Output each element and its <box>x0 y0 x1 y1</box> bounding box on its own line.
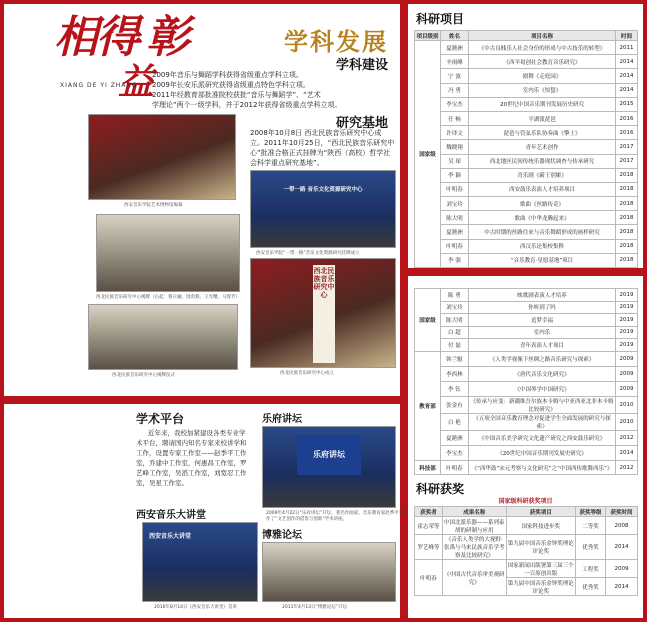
cell-project: 你听到了吗 <box>468 301 615 314</box>
table-row <box>415 83 638 97</box>
photo-lecture: 西安音乐大讲堂 <box>142 522 258 602</box>
brand-accent: 彰 <box>146 12 188 63</box>
cell-year: 2014 <box>616 446 638 461</box>
cell-year: 2018 <box>616 211 638 225</box>
awards-col-year: 获奖时间 <box>606 507 638 517</box>
discipline-panel <box>4 4 400 396</box>
awards-col-grade: 获奖等级 <box>576 507 606 517</box>
cell-name: 夏滟洲 <box>440 431 468 446</box>
cell-year: 2014 <box>616 83 638 97</box>
table-row <box>415 314 638 327</box>
awards-title: 科研获奖 <box>416 482 465 496</box>
awards-subtitle: 国家级科研获奖项目 <box>498 498 553 505</box>
cell-name: 张金有 <box>440 397 468 414</box>
table-row <box>415 535 638 560</box>
cell-year: 2018 <box>616 182 638 196</box>
brand-main: 相得 <box>54 12 138 63</box>
cell-year: 2008 <box>606 517 638 535</box>
cell-name: 辛雨峰 <box>440 55 468 69</box>
cell-project: 《中古良贱乐人社会身份的形成与中古技乐的转型》 <box>468 41 615 55</box>
cell-name: 陈大明 <box>440 314 468 327</box>
cell-name: 李宝杰 <box>440 446 468 461</box>
cell-project: 《中国音乐美学研究文化遗产研究之西安鼓乐研究》 <box>468 431 615 446</box>
col-project: 项目名称 <box>468 31 615 41</box>
cell-name: 陈大明 <box>440 211 468 225</box>
cell-name: 冯 勇 <box>440 83 468 97</box>
cell-prize: 第九届中国音乐金钟奖理论评论奖 <box>506 578 576 596</box>
cell-project: 《传承与应变：新疆维吾尔族木卡姆与中亚西亚北非木卡姆比较研究》 <box>468 397 615 414</box>
cell-project: 青年艺术创作 <box>468 140 615 154</box>
cell-year: 2017 <box>616 140 638 154</box>
cell-work: 《中国古代音乐审美观研究》 <box>442 560 506 596</box>
cell-grade: 二等奖 <box>576 517 606 535</box>
cell-project: 《五项全国音乐教育理念对促进学生全面发展的研究与探索》 <box>468 414 615 431</box>
cell-project: 《“西华鼓”宋元考察与文化研究”之“中国西传歌舞西乐”》 <box>468 461 615 475</box>
table-row <box>415 126 638 140</box>
cell-year: 2016 <box>616 111 638 125</box>
table-row <box>415 289 638 302</box>
cell-prize: 国家新闻出版署第三届三个一百原创出版 <box>506 560 576 578</box>
table-row <box>415 339 638 352</box>
table-row <box>415 461 638 475</box>
caption-boya: 2011年4月13日“博雅论坛”开坛 <box>282 605 348 610</box>
cell-year: 2012 <box>616 461 638 475</box>
col-year: 时间 <box>616 31 638 41</box>
projects-table <box>414 30 638 268</box>
cell-name: 李 钰 <box>440 381 468 396</box>
table-row <box>415 560 638 578</box>
cell-project: 西汉乐论集校集释 <box>468 239 615 253</box>
cell-name: 魏晓翔 <box>440 140 468 154</box>
cell-year: 2019 <box>616 301 638 314</box>
cell-name: 叶明春 <box>440 182 468 196</box>
base-heading: 研究基地 <box>335 116 388 131</box>
brand-logo <box>54 12 188 103</box>
caption-lecture: 2016年8月14日《西安音乐大讲堂》首讲 <box>154 605 238 610</box>
cell-name: 宁 波 <box>440 69 468 83</box>
caption-museum: 西安音乐学院艺术博物馆揭幕 <box>124 203 183 208</box>
table-row <box>415 41 638 55</box>
table-row <box>415 351 638 366</box>
table-row <box>415 239 638 253</box>
col-level: 项目级别 <box>415 31 441 41</box>
cell-work: 中国北派乐器——系列泰胡的研制与应用 <box>442 517 506 535</box>
cell-winner: 叶明春 <box>415 560 443 596</box>
cell-project: 琵琶与管弦乐队协奏曲《擎土》 <box>468 126 615 140</box>
cell-project: 青年表演人才项目 <box>468 339 615 352</box>
photo-boya <box>262 542 396 602</box>
photo-museum <box>88 114 236 200</box>
table-row <box>415 381 638 396</box>
academic-panel <box>4 404 408 618</box>
cell-name: 刘宝玲 <box>440 301 468 314</box>
photo-center-unveil <box>96 214 240 292</box>
cell-project: 歌曲《中华龙腾起来》 <box>468 211 615 225</box>
cell-name: 许译文 <box>440 126 468 140</box>
awards-col-prize: 获奖项目 <box>506 507 576 517</box>
table-row <box>415 225 638 239</box>
cell-year: 2018 <box>616 168 638 182</box>
photo-belt-road: 一带一路 音乐文化资源研究中心 <box>250 170 396 248</box>
group-label: 教育部 <box>415 351 441 461</box>
cell-prize: 国家科技进步奖 <box>506 517 576 535</box>
table-row <box>415 182 638 196</box>
caption-belt-road: 西安音乐学院“一带一路”音乐文化资源研究挂牌成立 <box>256 251 360 256</box>
cell-project: 追梦幸福 <box>468 314 615 327</box>
table-row <box>415 168 638 182</box>
cell-grade: 优秀奖 <box>576 578 606 596</box>
cell-name: 叶明春 <box>440 461 468 475</box>
awards-table <box>414 506 638 596</box>
cell-year: 2010 <box>616 414 638 431</box>
cell-project: 《唐代音乐文化研究》 <box>468 366 615 381</box>
plaque-text: 西北民族音乐研究中心 <box>313 265 335 363</box>
cell-project: 《西羊曷创社会教育音乐研究》 <box>468 55 615 69</box>
cell-year: 2010 <box>616 397 638 414</box>
cell-name: 李 颖 <box>440 168 468 182</box>
table-row <box>415 197 638 211</box>
build-heading: 学科建设 <box>335 58 388 73</box>
photo-center-ceremony <box>88 304 238 370</box>
build-text: 2009年音乐与舞蹈学科获得省级重点学科立项。 2009年长安乐派研究获得省级重点特色学科立项。 2011年经教育部批准院校获批“音乐与舞蹈学”、“艺术 学理论”两个一级学科，并于2012年获得省级重点学科立项。 <box>152 71 342 109</box>
table-row <box>415 397 638 414</box>
projects-table-cont <box>414 288 638 475</box>
cell-winner: 罗艺峰等 <box>415 535 443 560</box>
projects-panel <box>408 4 643 268</box>
table-row <box>415 517 638 535</box>
cell-name: 白 艳 <box>440 414 468 431</box>
cell-year: 2009 <box>616 381 638 396</box>
cell-name: 付 磊 <box>440 339 468 352</box>
cell-project: 平湖派琵琶 <box>468 111 615 125</box>
cell-year: 2019 <box>616 289 638 302</box>
cell-year: 2014 <box>616 69 638 83</box>
cell-name: 陈 勇 <box>440 289 468 302</box>
cell-year: 2014 <box>616 55 638 69</box>
table-row <box>415 97 638 111</box>
discipline-title: 学科发展 <box>284 28 388 56</box>
cell-project: 《中国琴学中国研究》 <box>468 381 615 396</box>
cell-year: 2019 <box>616 339 638 352</box>
academic-title: 学术平台 <box>136 412 185 426</box>
cell-name: 韩兰魁 <box>440 351 468 366</box>
cell-project: 《人类学视像下丝绸之路音乐研究与探索》 <box>468 351 615 366</box>
cell-name: 李宝杰 <box>440 97 468 111</box>
cell-winner: 霍志荣等 <box>415 517 443 535</box>
cell-name: 吴 琛 <box>440 154 468 168</box>
brand-pinyin: XIANG DE YI ZHANG <box>60 82 138 89</box>
cell-name: 刘宝玲 <box>440 197 468 211</box>
cell-prize: 第九届中国音乐金钟奖理论评论奖 <box>506 535 576 560</box>
cell-year: 2012 <box>616 431 638 446</box>
projects-awards-panel <box>408 276 643 618</box>
photo-yuefu: 乐府讲坛 <box>262 426 396 508</box>
cell-year: 2017 <box>616 154 638 168</box>
base-text: 2008年10月8日 西北民族音乐研究中心成 立。2011年10月25日，“西北民族音乐研究中 心”批准合格正式挂牌为“陕西（高校）哲学社 会科学重点研究基地”。 <box>250 129 395 167</box>
table-row <box>415 431 638 446</box>
table-row <box>415 446 638 461</box>
cell-grade: 工程奖 <box>576 560 606 578</box>
cell-name: 夏滟洲 <box>440 225 468 239</box>
cell-project: 歌曲《丝路传奇》 <box>468 197 615 211</box>
cell-year: 2016 <box>616 126 638 140</box>
table-row <box>415 140 638 154</box>
awards-col-winner: 获奖者 <box>415 507 443 517</box>
cell-year: 2019 <box>616 314 638 327</box>
cell-project: 20世纪中国音乐期刊发展历史研究 <box>468 97 615 111</box>
caption-plaque: 西北民族音乐研究中心成立 <box>280 371 334 376</box>
lecture-heading: 西安音乐大讲堂 <box>136 510 206 521</box>
cell-year: 2018 <box>616 253 638 267</box>
col-name: 姓名 <box>440 31 468 41</box>
caption-center-ceremony: 西北民族音乐研究中心揭牌仪式 <box>112 373 175 378</box>
cell-project: 青乐剧《霸王别姬》 <box>468 168 615 182</box>
cell-project: 《20世纪中国音乐期刊发展史研究》 <box>468 446 615 461</box>
table-row <box>415 111 638 125</box>
cell-grade: 优秀奖 <box>576 535 606 560</box>
cell-year: 2011 <box>616 41 638 55</box>
group-label: 科技部 <box>415 461 441 475</box>
cell-year: 2015 <box>616 97 638 111</box>
cell-project: 西安鼓乐表演人才培养项目 <box>468 182 615 196</box>
table-row <box>415 211 638 225</box>
cell-name: 李 强 <box>440 253 468 267</box>
awards-col-work: 成果名称 <box>442 507 506 517</box>
table-row <box>415 414 638 431</box>
cell-project: “音乐教育·星愿基地”项目 <box>468 253 615 267</box>
cell-project: 映歌剧表演人才培养 <box>468 289 615 302</box>
table-row <box>415 253 638 267</box>
cell-year: 2019 <box>616 326 638 339</box>
cell-year: 2009 <box>606 560 638 578</box>
cell-name: 李西林 <box>440 366 468 381</box>
caption-yuefu: 2009年4月22日“乐府讲坛”开坛，著名作曲家、音乐教育家赵季平先生 作了“文艺创作的借鉴与创新”学术讲座。 <box>266 511 408 522</box>
cell-year: 2018 <box>616 239 638 253</box>
cell-project: 室内乐《惊蛰》 <box>468 83 615 97</box>
academic-text: 近年来，我校加紧建设各类专业学 术平台，聘请国内知名专家来校讲学和 工作，设置专家工作室——赵季平工作 室，乔建中工作室，何惠昌工作室，罗 艺峰工作室，吴滔工作室，刘宽忍工作 室，吴星工作室。 <box>136 429 247 487</box>
table-row <box>415 154 638 168</box>
cell-name: 夏滟洲 <box>440 41 468 55</box>
table-row <box>415 326 638 339</box>
cell-year: 2018 <box>616 225 638 239</box>
boya-heading: 博雅论坛 <box>262 530 302 541</box>
cell-project: 剧舞《走庭园》 <box>468 69 615 83</box>
table-row <box>415 366 638 381</box>
table-row <box>415 55 638 69</box>
caption-center-unveil: 西北民族音乐研究中心揭牌（右起：鲁日融、饶余燕、王光曙、马蓉芳） <box>96 295 240 300</box>
cell-project: 室内乐 <box>468 326 615 339</box>
cell-name: 白 超 <box>440 326 468 339</box>
cell-year: 2009 <box>616 351 638 366</box>
projects-title: 科研项目 <box>416 12 465 26</box>
group-label: 国家级 <box>415 289 441 352</box>
table-row <box>415 69 638 83</box>
cell-year: 2014 <box>606 535 638 560</box>
cell-year: 2018 <box>616 197 638 211</box>
yuefu-heading: 乐府讲坛 <box>262 414 302 425</box>
cell-work: 《音乐人类学的大视野·张禹与马来民族音乐学考察及比较研究》 <box>442 535 506 560</box>
cell-project: 西北地区民间传统乐器现状调查与传承研究 <box>468 154 615 168</box>
table-row <box>415 301 638 314</box>
cell-project: 中古时期的丝路往来与音乐舞蹈形成的画样研究 <box>468 225 615 239</box>
cell-name: 任 畅 <box>440 111 468 125</box>
cell-year: 2009 <box>616 366 638 381</box>
cell-name: 叶明春 <box>440 239 468 253</box>
cell-year: 2014 <box>606 578 638 596</box>
brand-sub: 益 <box>118 61 155 103</box>
group-label: 国家级 <box>415 41 441 268</box>
photo-plaque <box>250 258 396 368</box>
